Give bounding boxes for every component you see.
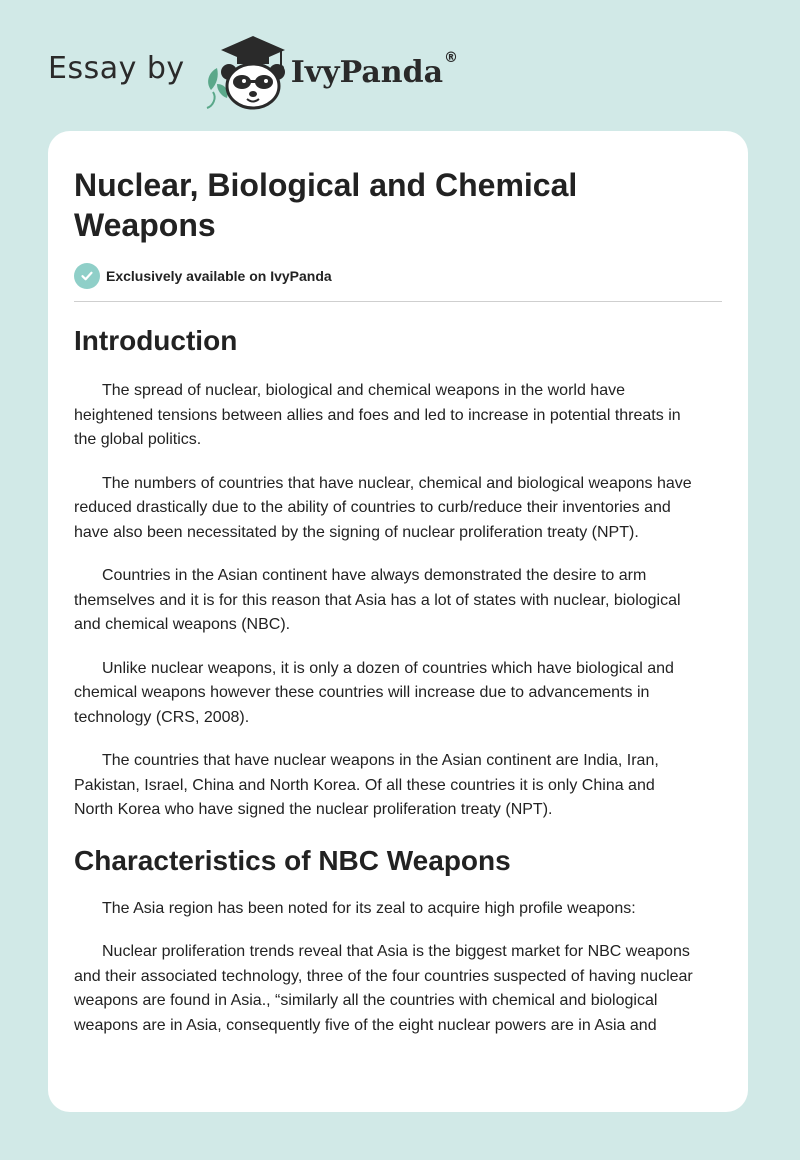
- paragraph-line: The spread of nuclear, biological and chemical weapons in the world have: [102, 382, 625, 399]
- paragraph-line: Nuclear proliferation trends reveal that Asia is the biggest market for NBC weapons: [102, 943, 690, 960]
- paragraph-line: weapons are found in Asia., “similarly all the countries with chemical and biological: [74, 992, 658, 1009]
- essay-title-line-2: Weapons: [74, 207, 216, 243]
- paragraph-line: reduced drastically due to the ability of countries to curb/reduce their inventories and: [74, 499, 671, 516]
- paragraph-line: have also been necessitated by the signing of nuclear proliferation treaty (NPT).: [74, 523, 639, 541]
- brand-name: IvyPanda: [290, 54, 444, 90]
- brand-prefix: Essay by: [48, 50, 185, 86]
- check-circle-icon: [74, 263, 100, 289]
- paragraph-line: weapons are in Asia, consequently five of the eight nuclear powers are in Asia and: [74, 1016, 657, 1034]
- paragraph: [74, 940, 722, 1038]
- paragraph-line: Pakistan, Israel, China and North Korea. Of all these countries it is only China and: [74, 776, 655, 794]
- paragraph-line: The Asia region has been noted for its zeal to acquire high profile weapons:: [102, 899, 636, 917]
- paragraph-line: heightened tensions between allies and foes and led to increase in potential threats in: [74, 406, 681, 424]
- paragraph: [74, 749, 722, 823]
- paragraph-line: the global politics.: [74, 431, 202, 448]
- essay-title: [74, 165, 722, 245]
- paragraph-line: themselves and it is for this reason that Asia has a lot of states with nuclear, biological: [74, 591, 681, 609]
- paragraph-line: technology (CRS, 2008).: [74, 708, 250, 726]
- paragraph-line: The numbers of countries that have nuclear, chemical and biological weapons have: [102, 474, 692, 492]
- exclusive-badge: [74, 263, 722, 289]
- paragraph: [74, 379, 722, 453]
- paragraph-line: Unlike nuclear weapons, it is only a dozen of countries which have biological and: [102, 659, 674, 677]
- paragraph-line: Countries in the Asian continent have always demonstrated the desire to arm: [102, 567, 647, 584]
- paragraph: [74, 897, 722, 922]
- paragraph: [74, 657, 722, 731]
- paragraph-line: and chemical weapons (NBC).: [74, 616, 291, 633]
- paragraph-line: chemical weapons however these countries will increase due to advancements in: [74, 684, 650, 701]
- section-heading-characteristics: Characteristics of NBC Weapons: [74, 844, 511, 876]
- paragraph-line: The countries that have nuclear weapons in the Asian continent are India, Iran,: [102, 752, 659, 769]
- header-divider: [74, 301, 722, 302]
- essay-card: [48, 131, 748, 1112]
- paragraph-line: North Korea who have signed the nuclear proliferation treaty (NPT).: [74, 801, 553, 818]
- exclusive-badge-label: Exclusively available on IvyPanda: [106, 268, 332, 284]
- paragraph-line: and their associated technology, three of the four countries suspected of having nuclear: [74, 967, 693, 985]
- paragraph: [74, 472, 722, 546]
- essay-title-line-1: Nuclear, Biological and Chemical: [74, 167, 578, 203]
- paragraph: [74, 564, 722, 638]
- brand-registered-mark: ®: [444, 50, 459, 66]
- site-brand[interactable]: [48, 32, 458, 112]
- panda-logo-icon: [203, 32, 289, 112]
- section-heading-introduction: Introduction: [74, 325, 238, 356]
